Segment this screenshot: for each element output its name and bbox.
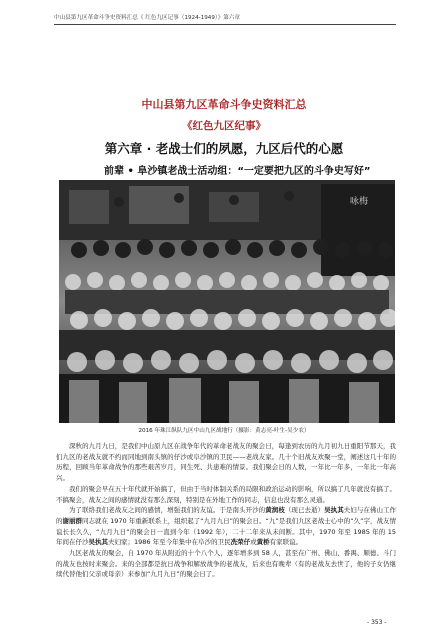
chapter-title: 第六章 · 老战士们的夙愿，九区后代的心愿 [104,141,344,156]
body-paragraph [56,441,396,484]
group-photo-illustration [59,180,395,423]
header-rule [54,24,396,25]
paragraph-text: 九区老战友的聚会，自 1970 年从附近的十个八个人，逐年增多到 58 人，甚至在广州、佛山、番禺、顺德、斗门的战友也按时来聚会。来的全部都是抗日战争和解放战争的老战友，后来也有晚辈（有的老战友去世了，他的子女仍继续代替他们父亲或母亲）来参加“九月九日”的聚会日了。 [56,549,396,579]
page-number: - 353 - [367,619,387,626]
series-title: 中山县第九区革命斗争史资料汇总 [141,98,307,111]
banner-text: 咏梅 [349,197,369,207]
paragraph-text: （现已去逝） [284,506,325,515]
paragraph-text: 或 [250,538,257,547]
bold-name: 黄润枝 [265,506,285,515]
bold-name: 冼荣仔 [230,538,251,547]
bold-name: 吴执其 [88,538,108,547]
bold-name: 黄桥 [256,538,270,547]
running-header: 中山县第九区革命斗争史资料汇总《 红色九区记事（1924-1949）》第六章 [54,15,241,21]
paragraph-text: 我们的聚会早在五十年代就开始搞了，但由于当时体制关系的局限和政治运动的影响，所以搞了几年就没有搞了。不搞聚会，战友之间的感情就没有那么深刻，特别是在外地工作的同志，信息也没有那么灵通。 [56,484,396,504]
bold-name: 吴执其 [324,506,344,515]
body-text [56,441,396,580]
body-paragraph [56,505,396,548]
photo-caption: 2016 年珠江纵队九区中山九区战地行（摄影：黄志亮-叶生-吴少农） [138,428,310,434]
body-paragraph [56,548,396,580]
paragraph-text: 有家联谊。 [269,538,303,547]
book-title: 《红色九区纪事》 [182,120,266,132]
paragraph-text: 深秋的九月九日，是我们中山原九区在战争年代的革命老战友的聚会日，每逢到农历的九月初九日重阳节那天，我们九区的老战友就不约而同地到南头镇的仔沙或阜沙镇的卫民——老战友家。几十个旧战友欢聚一堂，阐述这几十年的历程，回顾当年革命战争的那些艰苦岁月，同生死、共患难的情景。我们聚会日的人数，一年比一年多，一年比一年高兴。 [56,442,396,483]
group-photo [59,180,395,423]
paragraph-text: 夫妇家；1986 年至今年集中在阜沙的卫民 [108,538,231,547]
paragraph-text: 同志就在 1970 年重新联系上，组织起了“九月九日”的聚会日。“九”是我们九区老战士心中的“久”字，战友情谊长长久久，“九月九日”的聚会日一直到今年（1992 年），二十二年来从未间断。其中，1970 年至 1985 年的 15 年间在仔沙 [56,516,397,547]
paragraph-text: 为了联络我们老战友之间的感情，增强我们的友谊。于是南头开沙的 [69,506,266,515]
paragraph-text: 夫妇与在佛山工作的 [56,506,397,525]
bold-name: 谢丽群 [62,516,83,525]
section-title: 前辈 • 阜沙镇老战士活动组：“一定要把九区的斗争史写好” [104,166,371,177]
body-paragraph [56,484,396,505]
